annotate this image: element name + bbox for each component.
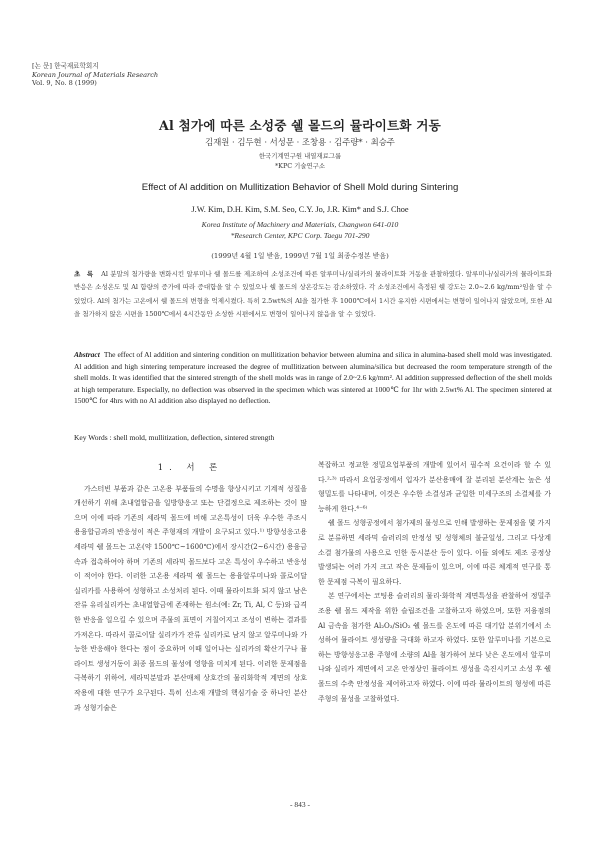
body-column-right [318,458,551,706]
abstract-ko-text: Al 분말의 첨가량을 변화시킨 알루미나 쉘 몰드를 제조하여 소성조건에 따른 알루미나/실리카의 뮬라이트화 거동을 관찰하였다. 알루미나/실리카의 뮬라이트화 반응은 소성온도 및 Al 함량의 증가에 따라 증대함을 알 수 있었으나 쉘 몰드의 상온강도는 감소하였다. 각 소성조건에서 측정된 쉘 강도는 2.0~2.6 kg/mm²임을 알 수 있었다. Al의 첨가는 고온에서 쉘 몰드의 변형을 억제시켰다. 특히 2.5wt%의 Al을 첨가한 후 1000℃에서 1시간 유지한 시편에서는 변형이 일어나지 않았으며, 또한 Al을 첨가하지 않은 시편을 1500℃에서 4시간동안 소성한 시편에서도 변형이 일어나지 않음을 알 수 있었다. [74,270,552,319]
body-column-left [74,460,307,715]
body-paragraph: 본 연구에서는 코팅용 슬러리의 물리·화학적 계면특성을 관찰하여 정밀주조용 쉘 몰드 제작을 위한 슬립조건을 고찰하고자 하였으며, 또한 저융점의 Al 금속을 첨가한 Al₂O₃/SiO₂ 쉘 몰드를 온도에 따른 대기압 분위기에서 소성하여 뮬라이트 생성량을 극대화 하고자 하였다. 또한 알루미나를 기본으로 하는 방향성응고용 주형에 소량의 Al을 첨가하여 보다 낮은 온도에서 알루미나와 실리카 계면에서 고온 안정상인 뮬라이트 생성을 촉진시키고 소성 후 쉘 몰드의 수축 안정성을 제어하고자 하였다. 이에 따라 뮬라이트의 형성에 따른 주형의 물성을 고찰하였다. [318,592,551,703]
paper-title-en: Effect of Al addition on Mullitization Behavior of Shell Mold during Sintering [141,182,459,193]
journal-name-ko: [논 문] 한국재료학회지 [32,62,99,70]
section-heading: 1. 서 론 [157,462,224,472]
page-number: - 843 - [290,800,310,809]
journal-name-en: Korean Journal of Materials Research [32,70,159,79]
body-paragraph: 복잡하고 정교한 정밀요업부품의 개발에 있어서 필수적 요건이라 할 수 있다.²·³⁾ 따라서 요업공정에서 입자가 분산용매에 잘 분리된 분산계는 높은 성형밀도를 나타내며, 이것은 우수한 소결성과 균일한 미세구조의 소결체를 가능하게 한다.⁴⁻⁶⁾ [318,461,551,513]
affiliation-ko-line1: 한국기계연구원 내열재료그룹 [258,152,342,160]
paper-title-ko: Al 첨가에 따른 소성중 쉘 몰드의 뮬라이트화 거동 [159,118,441,133]
abstract-en-label: Abstract [74,350,100,359]
body-paragraph: 쉘 몰드 성형공정에서 첨가제의 물성으로 인해 발생하는 문제점을 몇 가지로 분류하면 세라믹 슬러리의 안정성 및 성형체의 불균일성, 그리고 다상계 소결 첨가물의 사용으로 인한 동시분산 등이 있다. 이들 외에도 제조 공정상 발생되는 여러 가지 크고 작은 문제들이 있으며, 이에 따른 체계적 연구를 통한 문제점 극복이 필요하다. [318,519,551,586]
affiliation-en-line1: Korea Institute of Machinery and Materials, Changwon 641-010 [201,220,399,229]
authors-ko: 김재원 · 김두현 · 서성문 · 조창용 · 김주량* · 최승주 [205,137,395,147]
keywords: Key Words : shell mold, mullitization, deflection, sintered strength [74,433,275,442]
body-paragraph: 가스터빈 부품과 같은 고온용 부품들의 수명을 향상시키고 기계적 성질을 개선하기 위해 초내열합금을 일방향응고 또는 단결정으로 제조하는 것이 많으며 이에 따라 기존의 세라믹 몰드에 비해 고온특성이 더욱 우수한 주조시 용융합금과의 반응성이 적은 주형재의 개발이 요구되고 있다.¹⁾ 방향성응고용 세라믹 쉘 몰드는 고온(약 1500℃~1600℃)에서 장시간(2~6시간) 용융금속과 접촉하여야 하며 기존의 세라믹 몰드보다 고온 특성이 우수하고 반응성이 적어야 한다. 이러한 고온용 세라믹 쉘 몰드는 용융알루미나와 콜로이달 실리카를 사용하여 성형하고 소성처리 된다. 이때 뮬라이트화 되지 않고 남은 잔류 유리실리카는 초내열합금에 존재하는 원소(예: Zr, Ti, Al, C 등)와 급격한 반응을 일으킬 수 있으며 주물의 표면이 거칠어지고 조성이 변하는 결과를 가져온다. 따라서 콜로이달 실리카가 잔류 실리카로 남지 않고 알루미나와 가능한 반응해야 한다는 점이 중요하며 이때 일어나는 실리카의 확산기구나 뮬라이트 생성거동이 최종 몰드의 물성에 영향을 미치게 된다. 이러한 문제점을 극복하기 위하여, 세라믹분말과 분산매체 상호간의 물리화학적 계면의 상호작용에 대한 연구가 요구된다. 특히 신소재 개발의 핵심기술 중 하나인 분산과 성형기술은 [74,484,307,712]
affiliation-en [0,219,600,241]
journal-header [32,62,292,88]
abstract-en [74,349,552,407]
affiliation-ko-line2: *KPC 기술연구소 [274,161,326,170]
abstract-en-text: The effect of Al addition and sintering condition on mullitization behavior between alumina and silica in alumina-based shell mold was investigated. Al addition and high sintering temperature increased the degree of mullitization between alumina/silica but decreased the room temperature strength of the shell molds. It was identified that the sintered strength of the shell molds was in range of 2.0~2.6 kg/mm². Al addition suppressed deflection of the shell molds at high temperature. Especially, no deflection was observed in the specimen which was sintered at 1000℃ for 1hr with 2.5wt% Al. The specimen sintered at 1500℃ for 4hrs with no Al addition also displayed no deflection. [74,350,552,406]
authors-en: J.W. Kim, D.H. Kim, S.M. Seo, C.Y. Jo, J.R. Kim* and S.J. Choe [191,205,409,214]
abstract-ko-label: 초 록 [74,270,96,278]
journal-volume: Vol. 9, No. 8 (1999) [32,79,97,88]
abstract-ko [74,268,552,322]
received-dates: (1999년 4월 1일 받음, 1999년 7월 1일 최종수정본 받음) [211,252,389,260]
affiliation-ko [0,152,600,171]
affiliation-en-line2: *Research Center, KPC Corp. Taegu 701-290 [230,231,370,240]
